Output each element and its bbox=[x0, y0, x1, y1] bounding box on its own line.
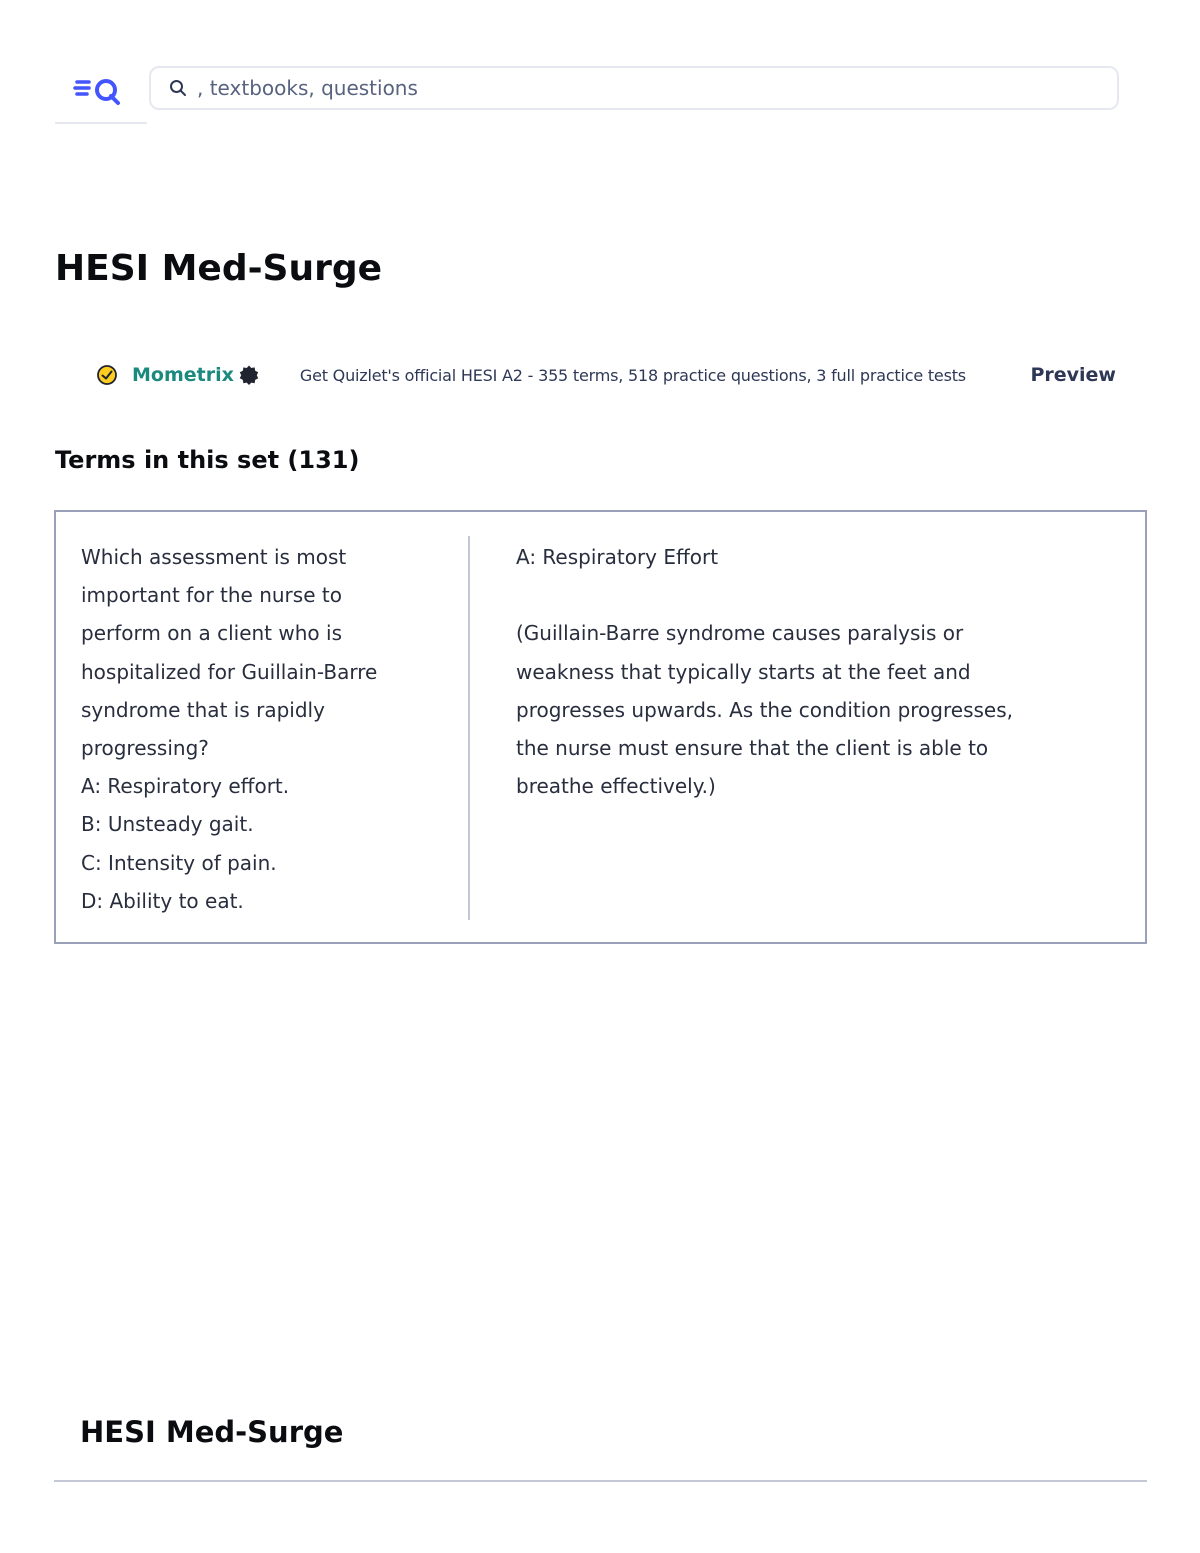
preview-button[interactable]: Preview bbox=[1030, 364, 1116, 386]
promo-text: Get Quizlet's official HESI A2 - 355 terms, 518 practice questions, 3 full practice tests bbox=[299, 365, 966, 385]
page-title: HESI Med-Surge bbox=[55, 248, 383, 289]
footer-divider bbox=[54, 1480, 1147, 1482]
search-input[interactable] bbox=[195, 75, 1117, 101]
card-divider bbox=[468, 536, 470, 920]
search-bar[interactable] bbox=[149, 66, 1119, 110]
top-bar bbox=[55, 66, 1123, 126]
promo-banner bbox=[96, 358, 1116, 392]
quizlet-logo[interactable] bbox=[55, 66, 147, 124]
promo-brand[interactable]: Mometrix bbox=[132, 364, 234, 386]
verified-badge-icon bbox=[238, 364, 260, 386]
terms-heading: Terms in this set (131) bbox=[55, 446, 360, 474]
term-card[interactable] bbox=[54, 510, 1147, 944]
quizlet-logo-icon bbox=[73, 72, 129, 112]
search-icon bbox=[169, 79, 187, 97]
term-text: Which assessment is most important for the nurse to perform on a client who is hospitalized for Guillain-Barre syndrome that is rapidly progressing? A: Respiratory effort. B: Unsteady gait. C: Intensity of pain. D: Ability to eat. bbox=[81, 545, 378, 913]
check-circle-icon bbox=[96, 364, 118, 386]
footer-title: HESI Med-Surge bbox=[80, 1415, 344, 1449]
definition-text: A: Respiratory Effort (Guillain-Barre syndrome causes paralysis or weakness that typically starts at the feet and progresses upwards. As the condition progresses, the nurse must ensure that the client is able to breathe effectively.) bbox=[516, 545, 1013, 799]
